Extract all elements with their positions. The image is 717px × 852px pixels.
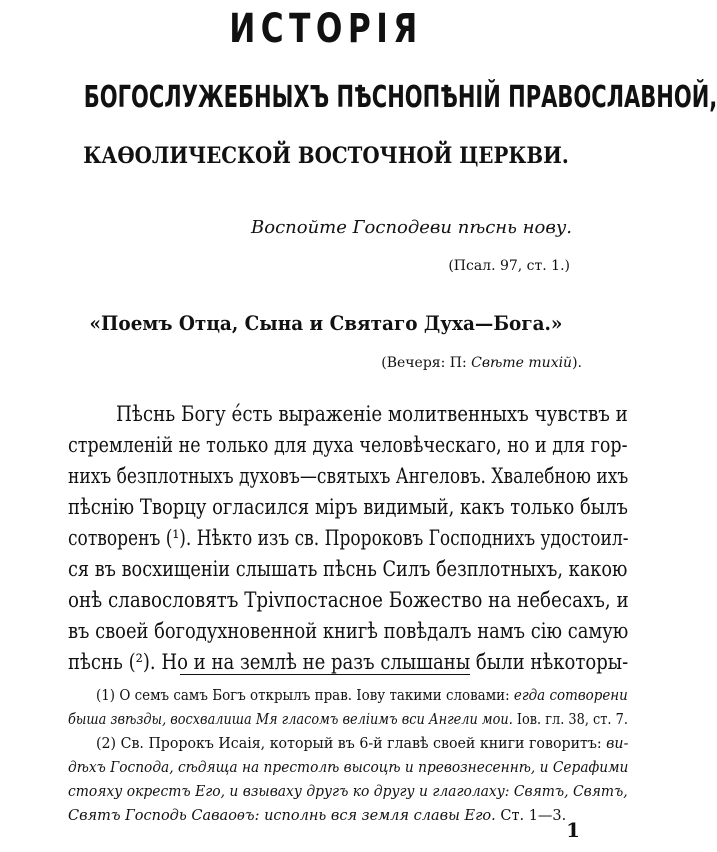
- footnote-2-line: [69, 732, 629, 756]
- footnote-2-italic: дѣхъ Господа, сѣдяща на престолѣ высоцѣ и превознесеннѣ, и Серафими: [68, 760, 629, 776]
- page-number: 1: [566, 818, 580, 842]
- body-line: пѣснію Творцу огласился міръ видимый, какъ только былъ: [68, 495, 628, 519]
- title-line-3: КАѲОЛИЧЕСКОЙ ВОСТОЧНОЙ ЦЕРКВИ.: [83, 143, 569, 169]
- footnote-1-line: [68, 708, 628, 732]
- footnote-1-italic: быша звѣзды, восхвалиша Мя гласомъ веліимъ вси Ангели мои.: [68, 712, 513, 728]
- footnote-2-line: [68, 804, 628, 828]
- epigraph-1-text: Воспойте Господеви пѣснь нову.: [251, 217, 572, 238]
- footnote-1-line: [70, 684, 628, 708]
- footnote-2-plain: Ст. 1—3.: [500, 808, 567, 824]
- body-line: сотворенъ (¹). Нѣкто изъ св. Пророковъ Господнихъ удостоил-: [68, 526, 629, 550]
- title-line-2: БОГОСЛУЖЕБНЫХЪ ПѢСНОПѢНІЙ ПРАВОСЛАВНОЙ,: [83, 80, 717, 115]
- body-line: стремленій не только для духа человѣческаго, но и для гор-: [68, 433, 628, 457]
- title-line-1: ИСТОРІЯ: [229, 6, 423, 52]
- footnote-2-plain: (2) Св. Пророкъ Исаія, который въ 6-й главѣ своей книги говоритъ:: [96, 736, 602, 752]
- footnote-2-italic: Святъ Господь Саваоѳъ: исполнь вся земля славы Его.: [68, 808, 496, 824]
- footnotes: [68, 684, 628, 828]
- epigraph-2-source: [381, 355, 582, 371]
- footnote-2-italic: ви-: [606, 736, 629, 752]
- body-line: онѣ славословятъ Тріvпостасное Божество на небесахъ, и: [68, 588, 629, 612]
- body-line: пѣснь (²). Но и на землѣ не разъ слышаны были нѣкоторы-: [68, 650, 629, 674]
- body-line: въ своей богодухновенной книгѣ повѣдалъ намъ сію самую: [68, 619, 629, 643]
- footnote-1-plain: Іов. гл. 38, ст. 7.: [516, 712, 628, 728]
- body-paragraph: [68, 399, 628, 678]
- body-line: ся въ восхищеніи слышать пѣснь Силъ безплотныхъ, какою: [68, 557, 628, 581]
- epigraph-2-source-suffix: ).: [572, 355, 582, 371]
- body-line: нихъ безплотныхъ духовъ—святыхъ Ангеловъ. Хвалебною ихъ: [68, 464, 629, 488]
- epigraph-2-source-prefix: (Вечеря: П:: [381, 355, 467, 371]
- footnote-2-line: [68, 780, 628, 804]
- epigraph-1-source: (Псал. 97, ст. 1.): [448, 258, 570, 274]
- epigraph-2-source-italic: Свѣте тихій: [471, 355, 573, 371]
- footnote-2-line: [68, 756, 629, 780]
- body-line: Пѣснь Богу е́сть выраженіе молитвенныхъ чувствъ и: [116, 402, 628, 426]
- footnote-divider: [180, 674, 470, 675]
- footnote-1-italic: егда сотворени: [513, 688, 628, 704]
- footnote-2-italic: стояху окрестъ Его, и взываху другъ ко другу и глаголаху: Святъ, Святъ,: [68, 784, 628, 800]
- epigraph-2-text: «Поемъ Отца, Сына и Святаго Духа—Бога.»: [89, 311, 563, 335]
- footnote-1-plain: (1) О семъ самъ Богъ открылъ прав. Іову такими словами:: [96, 688, 510, 704]
